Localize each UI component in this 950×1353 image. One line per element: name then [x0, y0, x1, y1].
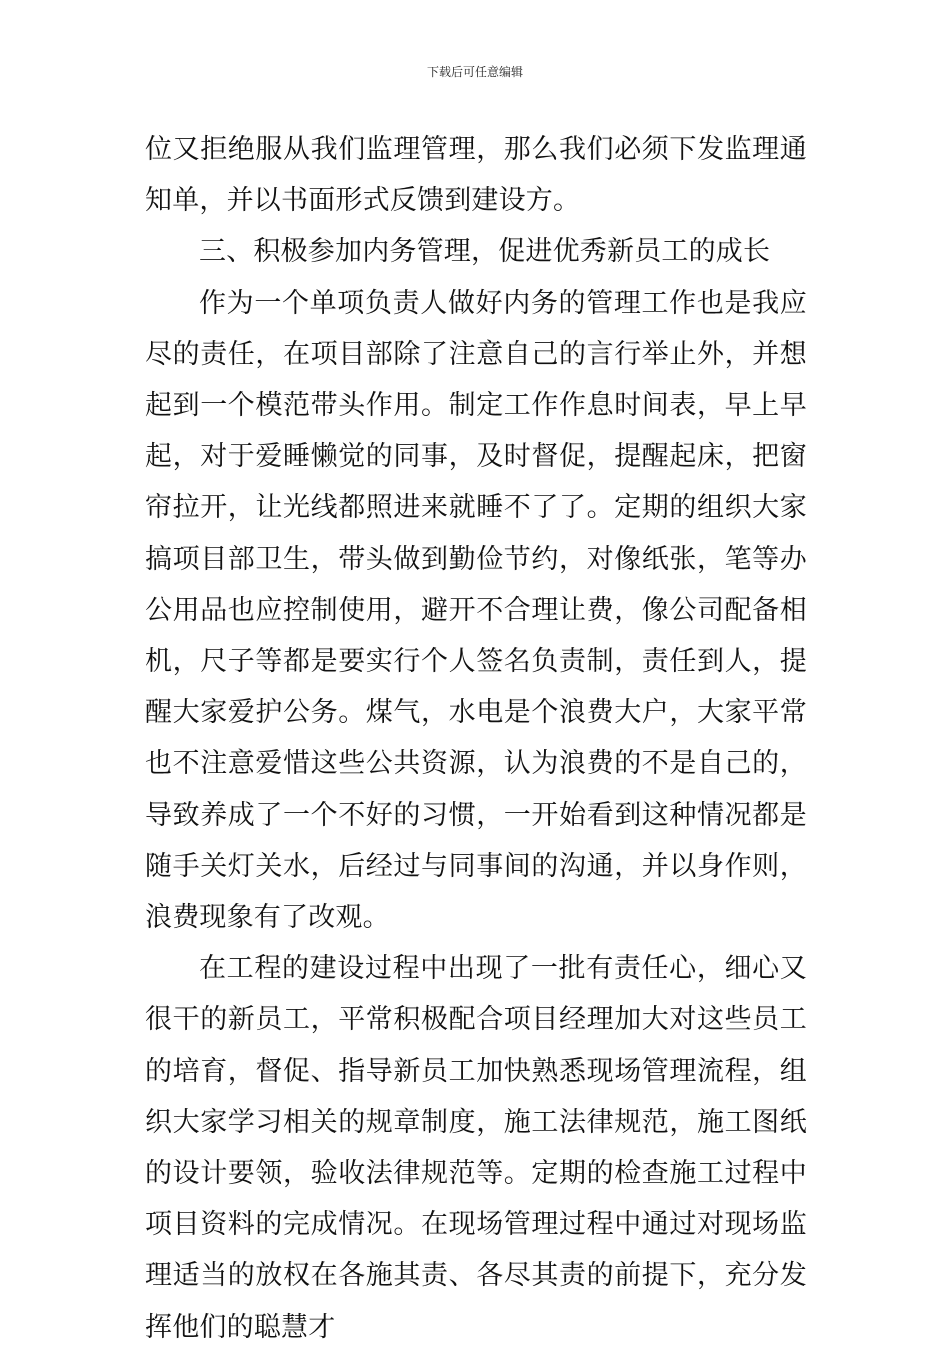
paragraph-internal-management: 作为一个单项负责人做好内务的管理工作也是我应尽的责任，在项目部除了注意自己的言行举止外，并想起到一个模范带头作用。制定工作作息时间表，早上早起，对于爱睡懒觉的同事，及时督促，提醒起床，把窗帘拉开，让光线都照进来就睡不了了。定期的组织大家搞项目部卫生，带头做到勤俭节约，对像纸张，笔等办公用品也应控制使用，避开不合理让费，像公司配备相机，尺子等都是要实行个人签名负责制，责任到人，提醒大家爱护公务。煤气，水电是个浪费大户，大家平常也不注意爱惜这些公共资源，认为浪费的不是自己的，导致养成了一个不好的习惯，一开始看到这种情况都是随手关灯关水，后经过与同事间的沟通，并以身作则，浪费现象有了改观。 — [145, 287, 807, 934]
section-heading: 三、积极参加内务管理，促进优秀新员工的成长 — [199, 236, 771, 268]
paragraph-new-employees: 在工程的建设过程中出现了一批有责任心，细心又很干的新员工，平常积极配合项目经理加大对这些员工的培育，督促、指导新员工加快熟悉现场管理流程，组织大家学习相关的规章制度，施工法律规范，施工图纸的设计要领，验收法律规范等。定期的检查施工过程中项目资料的完成情况。在现场管理过程中通过对现场监理适当的放权在各施其责、各尽其责的前提下，充分发挥他们的聪慧才 — [145, 953, 807, 1343]
body-text — [145, 124, 807, 1353]
paragraph-continuation: 位又拒绝服从我们监理管理，那么我们必须下发监理通知单，并以书面形式反馈到建设方。 — [145, 134, 807, 217]
header-note: 下载后可任意编辑 — [426, 65, 523, 79]
